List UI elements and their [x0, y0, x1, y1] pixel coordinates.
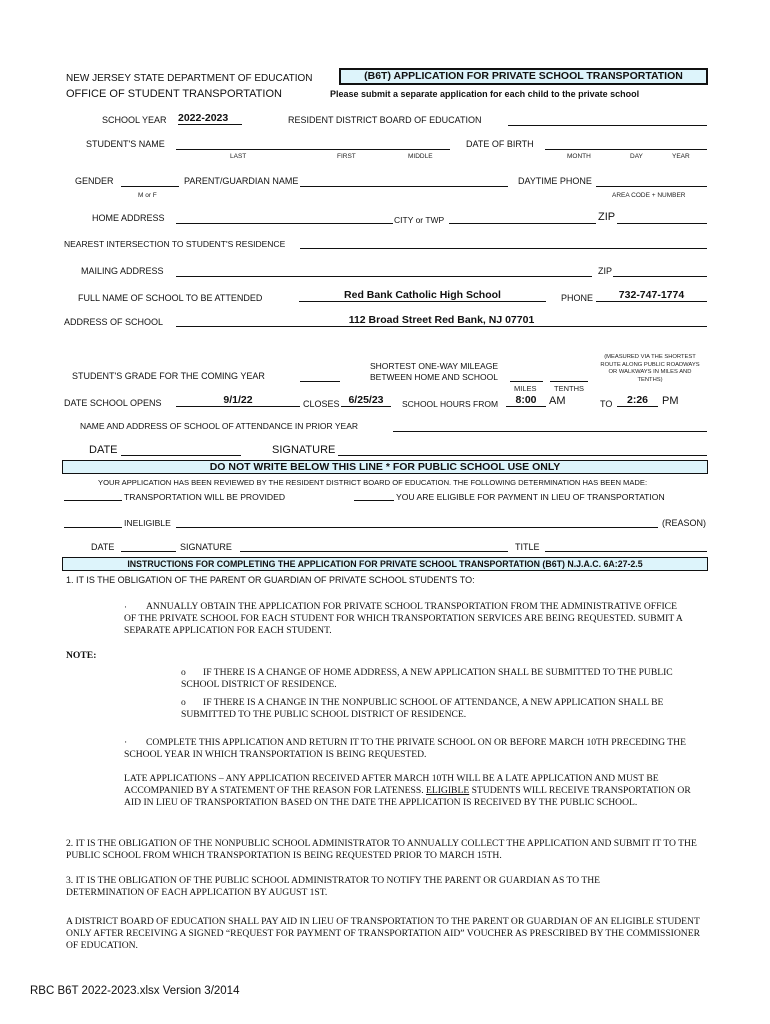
home-address-label: HOME ADDRESS: [92, 213, 165, 223]
reason-label: (REASON): [662, 518, 707, 528]
mailing-zip-field[interactable]: [613, 276, 707, 277]
city-field[interactable]: [449, 223, 596, 224]
last-name-caption: LAST: [230, 153, 247, 160]
official-signature-label: SIGNATURE: [180, 542, 232, 552]
aid-check-field[interactable]: [354, 500, 394, 501]
official-title-label: TITLE: [515, 542, 540, 552]
school-address-field[interactable]: 112 Broad Street Red Bank, NJ 07701: [176, 314, 707, 327]
gender-field[interactable]: [121, 186, 179, 187]
intersection-field[interactable]: [300, 248, 707, 249]
review-statement: YOUR APPLICATION HAS BEEN REVIEWED BY THE RESIDENT DISTRICT BOARD OF EDUCATION. THE FOLLOWING DETERMINATION HAS BEEN MADE:: [98, 478, 648, 487]
department-name: NEW JERSEY STATE DEPARTMENT OF EDUCATION: [66, 73, 313, 84]
phone-field[interactable]: 732-747-1774: [596, 289, 707, 302]
late-part-2: STUDENTS WILL RECEIVE TRANSPORTATION OR AID IN LIEU OF TRANSPORTATION BASED ON THE DATE THE APPLICATION IS RECEIVED BY THE PUBLIC SCHOOL.: [124, 785, 691, 808]
school-year-label: SCHOOL YEAR: [102, 115, 167, 125]
to-label: TO: [600, 399, 613, 409]
dob-label: DATE OF BIRTH: [466, 139, 534, 149]
office-name: OFFICE OF STUDENT TRANSPORTATION: [66, 88, 282, 100]
year-caption: YEAR: [672, 153, 690, 160]
school-name-field[interactable]: Red Bank Catholic High School: [299, 289, 546, 302]
mileage-label-2: BETWEEN HOME AND SCHOOL: [370, 372, 498, 382]
dob-field[interactable]: [545, 149, 707, 150]
instruction-sub-1: IF THERE IS A CHANGE OF HOME ADDRESS, A NEW APPLICATION SHALL BE SUBMITTED TO THE PUBLIC SCHOOL DISTRICT OF RESIDENCE.: [181, 667, 673, 690]
instruction-sub-2: IF THERE IS A CHANGE IN THE NONPUBLIC SCHOOL OF ATTENDANCE, A NEW APPLICATION SHALL BE SUBMITTED TO THE PUBLIC SCHOOL DISTRICT OF RESIDENCE.: [181, 697, 664, 720]
provided-check-field[interactable]: [64, 500, 122, 501]
official-date-label: DATE: [91, 542, 115, 552]
closes-label: CLOSES: [303, 399, 340, 409]
instructions-heading: INSTRUCTIONS FOR COMPLETING THE APPLICATION FOR PRIVATE SCHOOL TRANSPORTATION (B6T) N.J.A.C. 6A:27-2.5: [62, 557, 708, 571]
sub-mark-1: o: [181, 667, 186, 678]
gender-label: GENDER: [75, 176, 114, 186]
closes-field[interactable]: 6/25/23: [341, 394, 391, 407]
official-title-field[interactable]: [545, 551, 707, 552]
late-applications-paragraph: [124, 773, 699, 809]
mailing-address-field[interactable]: [176, 276, 592, 277]
official-date-field[interactable]: [121, 551, 176, 552]
city-label: CITY or TWP: [394, 215, 445, 225]
school-name-label: FULL NAME OF SCHOOL TO BE ATTENDED: [78, 293, 263, 303]
public-use-banner: DO NOT WRITE BELOW THIS LINE * FOR PUBLIC SCHOOL USE ONLY: [62, 460, 708, 474]
bullet-mark-2: ·: [124, 737, 128, 748]
opens-label: DATE SCHOOL OPENS: [64, 398, 162, 408]
eligible-aid-label: YOU ARE ELIGIBLE FOR PAYMENT IN LIEU OF TRANSPORTATION: [396, 492, 665, 502]
home-address-field[interactable]: [176, 223, 393, 224]
pm-label: PM: [662, 395, 679, 407]
daytime-phone-label: DAYTIME PHONE: [518, 176, 592, 186]
miles-field[interactable]: [510, 381, 543, 382]
area-code-caption: AREA CODE + NUMBER: [612, 192, 686, 199]
miles-caption: MILES: [514, 384, 537, 393]
official-signature-field[interactable]: [240, 551, 508, 552]
school-address-label: ADDRESS OF SCHOOL: [64, 317, 164, 327]
parent-name-label: PARENT/GUARDIAN NAME: [184, 176, 299, 186]
instruction-item-1: 1. IT IS THE OBLIGATION OF THE PARENT OR GUARDIAN OF PRIVATE SCHOOL STUDENTS TO:: [66, 575, 475, 585]
phone-label: PHONE: [561, 293, 594, 303]
note-label: NOTE:: [66, 650, 97, 661]
day-caption: DAY: [630, 153, 643, 160]
aid-paragraph: A DISTRICT BOARD OF EDUCATION SHALL PAY AID IN LIEU OF TRANSPORTATION TO THE PARENT OR GUARDIAN OF AN ELIGIBLE STUDENT ONLY AFTER RECEIVING A SIGNED “REQUEST FOR PAYMENT OF TRANSPORTATION AID” VOUCHER AS PRESCRIBED BY THE COMMISSIONER OF EDUCATION.: [66, 916, 700, 951]
instruction-bullet-1: ANNUALLY OBTAIN THE APPLICATION FOR PRIVATE SCHOOL TRANSPORTATION FROM THE ADMINISTRATIVE OFFICE OF THE PRIVATE SCHOOL FOR EACH STUDENT FOR WHICH TRANSPORTATION SERVICES ARE BEING REQUESTED. SUBMIT A SEPARATE APPLICATION FOR EACH STUDENT.: [124, 601, 683, 636]
student-name-field[interactable]: [176, 149, 450, 150]
version-footer: RBC B6T 2022-2023.xlsx Version 3/2014: [30, 985, 240, 997]
grade-label: STUDENT'S GRADE FOR THE COMING YEAR: [72, 371, 265, 381]
late-part-1: LATE APPLICATIONS – ANY APPLICATION RECEIVED AFTER MARCH 10TH WILL BE A LATE APPLICATION AND MUST BE ACCOMPANIED BY A STATEMENT OF THE REASON FOR LATENESS.: [124, 773, 659, 796]
grade-field[interactable]: [300, 381, 340, 382]
intersection-label: NEAREST INTERSECTION TO STUDENT'S RESIDENCE: [64, 239, 286, 249]
bullet-mark-1: ·: [124, 602, 127, 612]
reason-field[interactable]: [176, 527, 658, 528]
mailing-address-label: MAILING ADDRESS: [81, 266, 164, 276]
ineligible-check-field[interactable]: [64, 527, 122, 528]
instruction-item-3: 3. IT IS THE OBLIGATION OF THE PUBLIC SCHOOL ADMINISTRATOR TO NOTIFY THE PARENT OR GUARDIAN AS TO THE DETERMINATION OF EACH APPLICATION BY AUGUST 1ST.: [66, 875, 601, 898]
resident-district-field[interactable]: [508, 125, 707, 126]
student-name-label: STUDENT'S NAME: [86, 139, 165, 149]
mailing-zip-label: ZIP: [598, 266, 613, 276]
school-year-field[interactable]: 2022-2023: [178, 112, 242, 125]
prior-year-label: NAME AND ADDRESS OF SCHOOL OF ATTENDANCE IN PRIOR YEAR: [80, 421, 359, 431]
ineligible-label: INELIGIBLE: [124, 518, 171, 528]
tenths-caption: TENTHS: [554, 384, 584, 393]
opens-field[interactable]: 9/1/22: [176, 394, 300, 407]
daytime-phone-field[interactable]: [596, 186, 707, 187]
measured-note: (MEASURED VIA THE SHORTEST ROUTE ALONG PUBLIC ROADWAYS OR WALKWAYS IN MILES AND TENTHS): [600, 354, 700, 383]
am-label: AM: [549, 395, 566, 407]
late-eligible: ELIGIBLE: [426, 785, 470, 796]
parent-name-field[interactable]: [300, 186, 508, 187]
mileage-label-1: SHORTEST ONE-WAY MILEAGE: [370, 361, 498, 371]
form-title: (B6T) APPLICATION FOR PRIVATE SCHOOL TRANSPORTATION: [339, 68, 708, 85]
zip-label: ZIP: [598, 211, 616, 223]
signature-label: SIGNATURE: [272, 444, 336, 456]
instruction-bullet-2: COMPLETE THIS APPLICATION AND RETURN IT TO THE PRIVATE SCHOOL ON OR BEFORE MARCH 10TH PRECEDING THE SCHOOL YEAR IN WHICH TRANSPORTATION IS BEING REQUESTED.: [124, 737, 686, 760]
hours-label: SCHOOL HOURS FROM: [402, 399, 499, 409]
date-field[interactable]: [121, 455, 241, 456]
resident-district-label: RESIDENT DISTRICT BOARD OF EDUCATION: [288, 115, 482, 125]
zip-field[interactable]: [617, 223, 707, 224]
middle-name-caption: MIDDLE: [408, 153, 433, 160]
date-label: DATE: [89, 444, 118, 456]
month-caption: MONTH: [567, 153, 591, 160]
provided-label: TRANSPORTATION WILL BE PROVIDED: [124, 492, 286, 502]
prior-year-field[interactable]: [393, 431, 707, 432]
instruction-item-2: 2. IT IS THE OBLIGATION OF THE NONPUBLIC SCHOOL ADMINISTRATOR TO ANNUALLY COLLECT THE APPLICATION AND SUBMIT IT TO THE PUBLIC SCHOOL FROM WHICH TRANSPORTATION IS BEING REQUESTED PRIOR TO MARCH 15TH.: [66, 838, 697, 861]
submission-instruction: Please submit a separate application for each child to the private school: [330, 89, 640, 99]
signature-field[interactable]: [338, 455, 707, 456]
hours-to-field[interactable]: 2:26: [617, 394, 658, 407]
gender-caption: M or F: [138, 192, 157, 199]
tenths-field[interactable]: [550, 381, 588, 382]
hours-from-field[interactable]: 8:00: [506, 394, 546, 407]
sub-mark-2: o: [181, 697, 186, 708]
first-name-caption: FIRST: [337, 153, 356, 160]
